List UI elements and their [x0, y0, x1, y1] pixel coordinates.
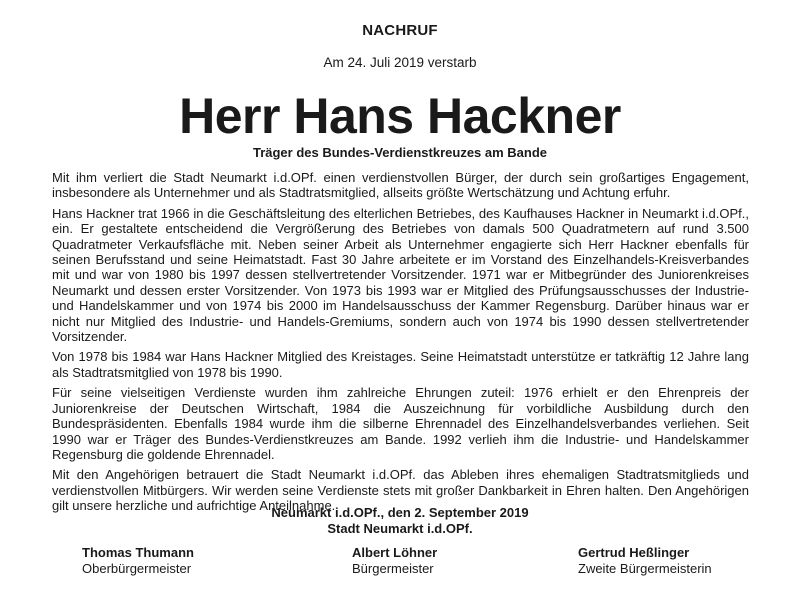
signatory-name: Thomas Thumann	[82, 545, 194, 560]
obituary-body	[52, 170, 749, 519]
signatory-title: Bürgermeister	[352, 560, 434, 576]
notice-heading: NACHRUF	[362, 22, 438, 39]
signature-block	[352, 545, 437, 576]
paragraph: Hans Hackner trat 1966 in die Geschäftsleitung des elterlichen Betriebes, des Kaufhauses Hackner in Neumarkt i.d.OPf., ein. Er gestaltete entscheidend die Vergrößerung des Betriebes von damals 500 Quadratmetern auf rund 3.500 Quadratmeter Verkaufsfläche mit. Neben seiner Arbeit als Unternehmer engagierte sich Herr Hackner ebenfalls für seinen Berufsstand und seine Heimatstadt. Fast 30 Jahre arbeitete er im Vorstand des Einzelhandels-Kreisverbandes mit und war von 1980 bis 1997 dessen stellvertretender Vorsitzender. 1971 war er Mitbegründer des Juniorenkreises Neumarkt und dessen erster Vorsitzender. Von 1973 bis 1993 war er Mitglied des Prüfungsausschusses der Industrie- und Handelskammer und von 1974 bis 2000 im Handelsausschuss der Kammer Regensburg. Darüber hinaus war er nicht nur Mitglied des Industrie- und Handels-Gremiums, sondern auch von 1974 bis 1990 dessen stellvertretender Vorsitzender.	[52, 205, 749, 345]
closing-block	[0, 505, 800, 536]
signatory-name: Albert Löhner	[352, 545, 438, 560]
award-line: Träger des Bundes-Verdienstkreuzes am Bande	[252, 145, 548, 160]
signature-row	[0, 545, 800, 585]
organization-line: Stadt Neumarkt i.d.OPf.	[327, 520, 473, 536]
signatory-name: Gertrud Heßlinger	[578, 545, 690, 560]
signatory-title: Oberbürgermeister	[82, 560, 192, 576]
deceased-name: Herr Hans Hackner	[179, 88, 621, 144]
signature-block	[82, 545, 194, 576]
paragraph: Für seine vielseitigen Verdienste wurden ihm zahlreiche Ehrungen zuteil: 1976 erhielt er den Ehrenpreis der Juniorenkreise der Deutschen Wirtschaft, 1984 die Auszeichnung für vorbildliche Ausbildung durch den Bundespräsidenten. Ebenfalls 1984 wurde ihm die silberne Ehrennadel des Einzelhandelsverbandes verliehen. Seit 1990 war er Träger des Bundes-Verdienstkreuzes am Bande. 1992 verlieh ihm die Industrie- und Handelskammer Regensburg die goldende Ehrennadel.	[52, 385, 749, 462]
paragraph: Mit ihm verliert die Stadt Neumarkt i.d.OPf. einen verdienstvollen Bürger, der durch sein großartiges Engagement, insbesondere als Unternehmer und als Stadtratsmitglied, allseits größte Wertschätzung und Achtung erfuhr.	[52, 170, 749, 201]
signatory-title: Zweite Bürgermeisterin	[578, 560, 712, 576]
place-date-line: Neumarkt i.d.OPf., den 2. September 2019	[271, 505, 529, 520]
paragraph: Von 1978 bis 1984 war Hans Hackner Mitglied des Kreistages. Seine Heimatstadt unterstütze er tatkräftig 12 Jahre lang als Stadtratsmitglied von 1978 bis 1990.	[52, 349, 749, 380]
death-date-line: Am 24. Juli 2019 verstarb	[323, 55, 477, 70]
signature-block	[578, 545, 712, 576]
paragraph: Mit den Angehörigen betrauert die Stadt Neumarkt i.d.OPf. das Ableben ihres ehemaligen Stadtratsmitglieds und verdienstvollen Mitbürgers. Wir werden seine Verdienste stets mit großer Dankbarkeit in Ehren halten. Den Angehörigen gilt unsere herzliche und aufrichtige Anteilnahme.	[52, 467, 749, 514]
